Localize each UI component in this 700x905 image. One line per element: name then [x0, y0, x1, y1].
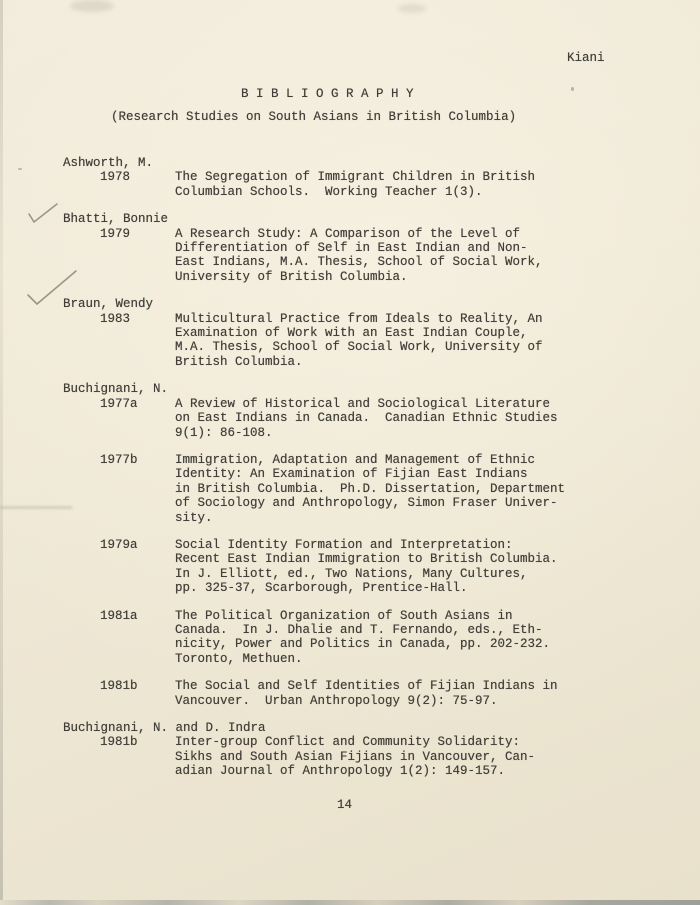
- scan-bottom-edge: [0, 900, 700, 905]
- entry-year: 1981a: [100, 608, 138, 623]
- entry-author: Braun, Wendy: [63, 297, 154, 312]
- entry-year: 1978: [100, 170, 131, 185]
- pencil-checkmark: [24, 198, 64, 228]
- entry-line: Columbian Schools. Working Teacher 1(3).: [175, 184, 483, 199]
- entry-text: [175, 735, 535, 778]
- entry-text: [175, 609, 550, 667]
- entry-author: Buchignani, N. and D. Indra: [63, 721, 266, 735]
- entry-work: [63, 312, 603, 370]
- bibliography-entry: [63, 382, 603, 708]
- entry-line: Immigration, Adaptation and Management of Ethnic: [175, 452, 536, 467]
- page-subtitle: (Research Studies on South Asians in British Columbia): [111, 110, 517, 124]
- scan-left-edge: [0, 0, 3, 905]
- entry-author: Bhatti, Bonnie: [63, 212, 169, 227]
- entry-line: The Social and Self Identities of Fijian Indians in: [175, 679, 558, 694]
- entry-line: British Columbia.: [175, 354, 303, 369]
- entry-work: [63, 397, 603, 440]
- entry-work: [63, 170, 603, 199]
- bibliography-entry: [63, 297, 603, 369]
- entry-text: [175, 538, 558, 596]
- entry-line: Differentiation of Self in East Indian and Non-: [175, 241, 528, 256]
- entry-line: Recent East Indian Immigration to British Columbia.: [175, 552, 558, 567]
- entry-line: Multicultural Practice from Ideals to Reality, An: [175, 311, 543, 326]
- entry-author: Ashworth, M.: [63, 156, 154, 170]
- bibliography-entry: [63, 721, 603, 779]
- bibliography-entries: [63, 156, 603, 792]
- entry-line: sity.: [175, 510, 213, 525]
- entry-line: In J. Elliott, ed., Two Nations, Many Cultures,: [175, 566, 528, 581]
- entry-text: [175, 397, 558, 440]
- paper-speck: [571, 87, 574, 91]
- entry-line: Social Identity Formation and Interpretation:: [175, 537, 513, 552]
- entry-line: Canada. In J. Dhalie and T. Fernando, eds., Eth-: [175, 622, 543, 637]
- entry-line: Identity: An Examination of Fijian East Indians: [175, 467, 528, 482]
- entry-line: The Segregation of Immigrant Children in British: [175, 170, 536, 185]
- entry-text: [175, 227, 543, 285]
- entry-line: on East Indians in Canada. Canadian Ethnic Studies: [175, 411, 558, 426]
- entry-work: [63, 735, 603, 778]
- entry-line: Examination of Work with an East Indian Couple,: [175, 326, 528, 341]
- entry-line: of Sociology and Anthropology, Simon Fraser Univer-: [175, 496, 558, 511]
- entry-work: [63, 679, 603, 708]
- entry-line: M.A. Thesis, School of Social Work, University of: [175, 340, 543, 355]
- entry-work: [63, 227, 603, 285]
- entry-text: [175, 170, 535, 199]
- entry-line: Sikhs and South Asian Fijians in Vancouver, Can-: [175, 749, 536, 764]
- entry-year: 1981b: [100, 679, 138, 694]
- page-number: 14: [337, 798, 353, 812]
- entry-year: 1977a: [100, 396, 138, 411]
- page-header-author-name: Kiani: [567, 51, 605, 65]
- entry-year: 1983: [100, 311, 131, 326]
- entry-work: [63, 538, 603, 596]
- entry-year: 1981b: [100, 735, 138, 750]
- entry-work: [63, 453, 603, 525]
- entry-line: Vancouver. Urban Anthropology 9(2): 75-97.: [175, 693, 498, 708]
- entry-author: Buchignani, N.: [63, 382, 169, 397]
- scan-smudge: [398, 4, 426, 13]
- entry-line: 9(1): 86-108.: [175, 425, 273, 440]
- entry-line: pp. 325-37, Scarborough, Prentice-Hall.: [175, 581, 468, 596]
- entry-year: 1977b: [100, 452, 138, 467]
- scan-smudge: [70, 0, 114, 12]
- page-title: B I B L I O G R A P H Y: [241, 87, 414, 101]
- entry-line: Inter-group Conflict and Community Solidarity:: [175, 735, 521, 750]
- entry-line: East Indians, M.A. Thesis, School of Social Work,: [175, 255, 543, 270]
- entry-line: A Review of Historical and Sociological Literature: [175, 396, 551, 411]
- entry-line: adian Journal of Anthropology 1(2): 149-157.: [175, 764, 506, 779]
- entry-text: [175, 679, 558, 708]
- entry-line: nicity, Power and Politics in Canada, pp. 202-232.: [175, 637, 551, 652]
- entry-line: University of British Columbia.: [175, 269, 408, 284]
- entry-text: [175, 453, 565, 525]
- entry-year: 1979: [100, 226, 131, 241]
- entry-line: A Research Study: A Comparison of the Level of: [175, 226, 521, 241]
- bibliography-entry: [63, 156, 603, 199]
- entry-text: [175, 312, 543, 370]
- entry-line: Toronto, Methuen.: [175, 651, 303, 666]
- entry-year: 1979a: [100, 537, 138, 552]
- entry-work: [63, 609, 603, 667]
- paper-crease: [0, 506, 72, 509]
- entry-line: The Political Organization of South Asians in: [175, 608, 513, 623]
- bibliography-entry: [63, 212, 603, 284]
- entry-line: in British Columbia. Ph.D. Dissertation, Department: [175, 481, 566, 496]
- paper-speck: [18, 168, 22, 170]
